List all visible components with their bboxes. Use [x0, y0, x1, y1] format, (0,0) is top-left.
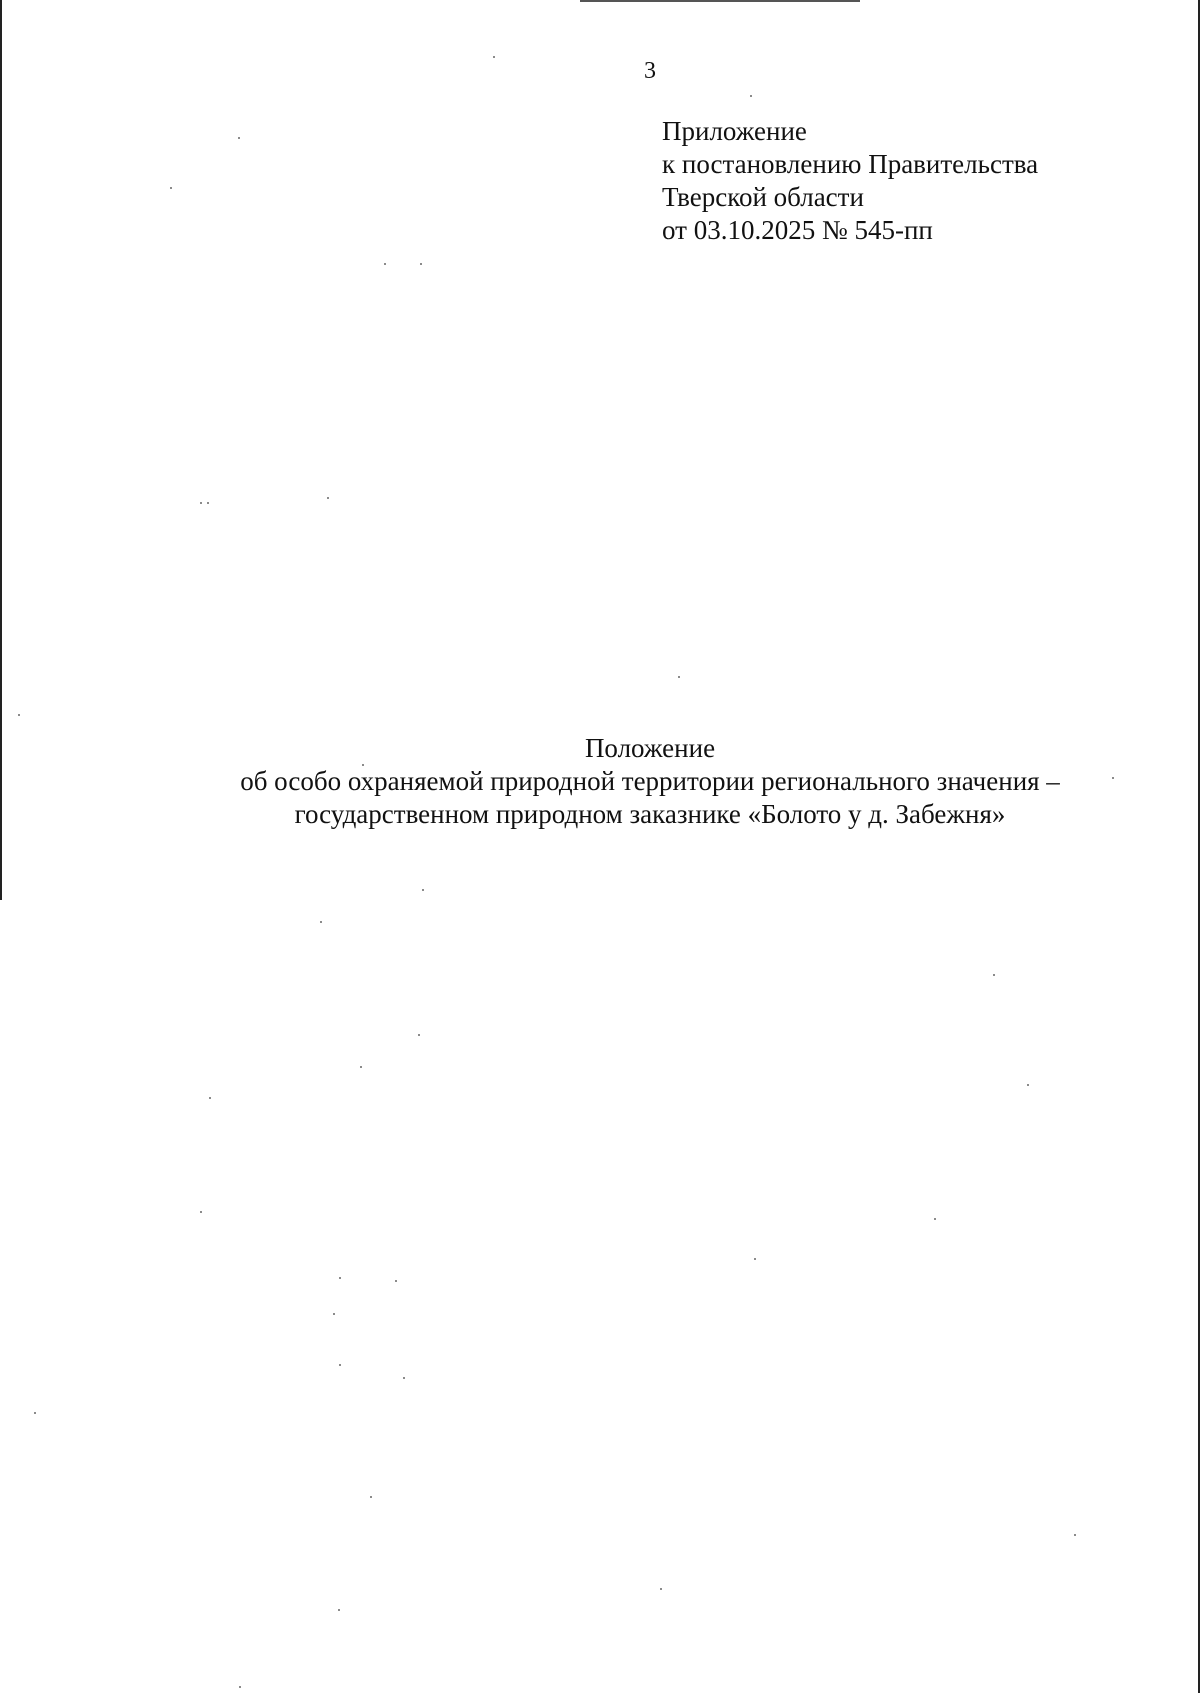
scan-speck: [209, 1097, 211, 1099]
scan-speck: [1027, 1084, 1029, 1086]
scan-speck: [170, 187, 172, 189]
title-line-2: государственном природном заказнике «Болото у д. Забежня»: [294, 799, 1006, 829]
scan-speck: [239, 1686, 241, 1688]
appendix-line-1: Приложение: [662, 116, 807, 146]
scan-speck: [200, 502, 202, 504]
appendix-line-4: от 03.10.2025 № 545-пп: [662, 215, 933, 245]
scan-speck: [1112, 777, 1114, 779]
scan-speck: [422, 889, 424, 891]
document-title: [150, 732, 1150, 831]
scan-speck: [238, 137, 240, 139]
scan-speck: [993, 974, 995, 976]
appendix-line-2: к постановлению Правительства: [662, 149, 1039, 179]
page-number: 3: [644, 58, 656, 84]
scan-speck: [395, 1280, 397, 1282]
scan-edge-left: [0, 0, 2, 900]
scan-speck: [384, 263, 386, 265]
scan-speck: [200, 1211, 202, 1213]
scan-speck: [934, 1218, 936, 1220]
scan-speck: [493, 56, 495, 58]
scan-speck: [403, 1377, 405, 1379]
scan-speck: [660, 1588, 662, 1590]
scan-speck: [320, 921, 322, 923]
scan-speck: [370, 1496, 372, 1498]
scan-speck: [420, 263, 422, 265]
scan-speck: [339, 1364, 341, 1366]
scan-speck: [207, 502, 209, 504]
scan-speck: [338, 1609, 340, 1611]
scan-speck: [339, 1277, 341, 1279]
scan-speck: [360, 1066, 362, 1068]
scan-speck: [18, 714, 20, 716]
scan-speck: [1074, 1534, 1076, 1536]
scan-speck: [754, 1258, 756, 1260]
title-line-1: об особо охраняемой природной территории регионального значения –: [240, 766, 1060, 796]
appendix-block: [662, 115, 1038, 247]
scan-speck: [362, 764, 364, 766]
scan-speck: [327, 497, 329, 499]
scan-speck: [750, 95, 752, 97]
scan-speck: [418, 1034, 420, 1036]
scan-speck: [678, 676, 680, 678]
appendix-line-3: Тверской области: [662, 182, 864, 212]
scan-edge-top: [580, 0, 860, 2]
scan-speck: [34, 1412, 36, 1414]
scan-speck: [333, 1313, 335, 1315]
title-heading: Положение: [584, 733, 716, 763]
